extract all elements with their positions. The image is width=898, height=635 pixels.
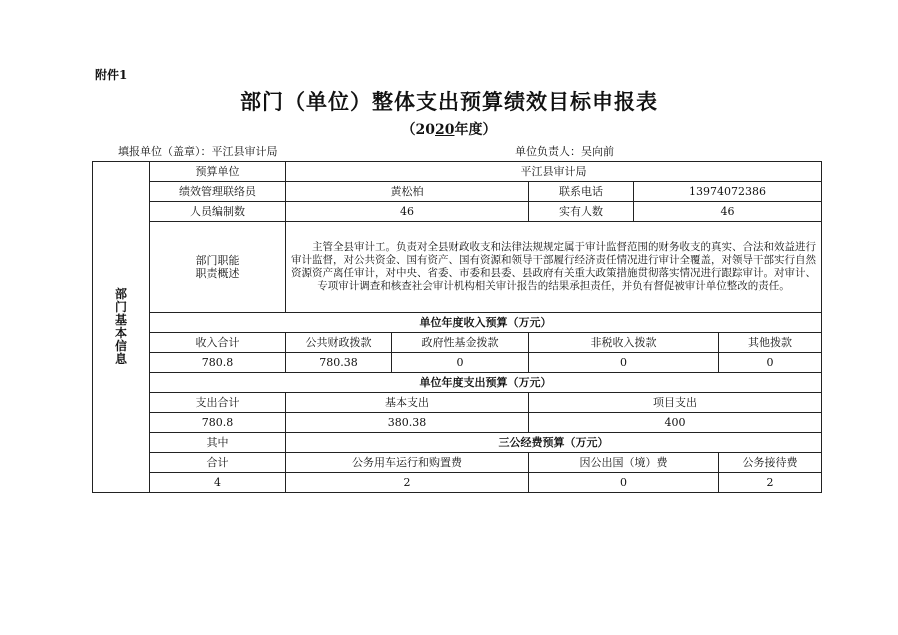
year-close: 年度）: [454, 122, 497, 138]
duty-label-line: 职责概述: [195, 267, 240, 280]
duty-text: 主管全县审计工。负责对全县财政收支和法律法规规定属于审计监督范围的财务收支的真实、合法和效益进行审计监督，对公共资金、国有资产、国有资源和领导干部履行经济责任情况进行审计全覆盖，对领导干部实行自然资源资产离任审计，对中央、省委、市委和县委、县政府有关重大政策措施贯彻落实情况进行跟踪审计。对审计、专项审计调查和核查社会审计机构相关审计报告的结果承担责任，并负有督促被审计单位整改的责任。: [291, 241, 817, 292]
side-label: [93, 162, 150, 493]
expense-section-title: 单位年度支出预算（万元）: [150, 373, 822, 393]
attachment-label: 附件1: [95, 68, 128, 82]
expense-header: 项目支出: [529, 393, 822, 413]
side-char: 基: [114, 313, 127, 327]
side-char: 门: [114, 300, 127, 314]
three-public-header: 公务用车运行和购置费: [286, 453, 529, 473]
income-value: 0: [392, 353, 529, 373]
expense-header: 基本支出: [286, 393, 529, 413]
expense-value: 400: [529, 413, 822, 433]
expense-value: 780.8: [150, 413, 286, 433]
duty-description: [286, 222, 822, 313]
phone-label: 联系电话: [529, 182, 634, 202]
actual-staff-label: 实有人数: [529, 202, 634, 222]
duty-label: [150, 222, 286, 313]
three-public-value: 2: [286, 473, 529, 493]
contact-value: 黄松柏: [286, 182, 529, 202]
unit-head: 单位负责人：吴向前: [515, 145, 614, 158]
side-char: 信: [114, 339, 127, 353]
income-header: 非税收入拨款: [529, 333, 719, 353]
income-section-title: 单位年度收入预算（万元）: [150, 313, 822, 333]
income-header: 其他拨款: [719, 333, 822, 353]
year-underlined: 20: [435, 122, 455, 138]
side-char: 息: [114, 352, 127, 366]
staff-quota-label: 人员编制数: [150, 202, 286, 222]
income-header: 政府性基金拨款: [392, 333, 529, 353]
staff-quota-value: 46: [286, 202, 529, 222]
three-public-title: 三公经费预算（万元）: [286, 433, 822, 453]
actual-staff-value: 46: [634, 202, 822, 222]
duty-label-line: 部门职能: [195, 254, 240, 267]
three-public-value: 2: [719, 473, 822, 493]
three-public-header: 因公出国（境）费: [529, 453, 719, 473]
phone-value: 13974072386: [634, 182, 822, 202]
year-line: [0, 119, 898, 139]
budget-form-table: [92, 161, 822, 493]
income-value: 780.8: [150, 353, 286, 373]
expense-value: 380.38: [286, 413, 529, 433]
income-header: 公共财政拨款: [286, 333, 392, 353]
fill-unit: 填报单位（盖章）：平江县审计局: [118, 145, 278, 158]
three-public-header: 合计: [150, 453, 286, 473]
among-label: 其中: [150, 433, 286, 453]
income-value: 0: [719, 353, 822, 373]
page-title: 部门（单位）整体支出预算绩效目标申报表: [240, 89, 658, 114]
expense-header: 支出合计: [150, 393, 286, 413]
budget-unit-value: 平江县审计局: [286, 162, 822, 182]
three-public-value: 0: [529, 473, 719, 493]
side-char: 本: [114, 326, 127, 340]
three-public-value: 4: [150, 473, 286, 493]
income-value: 0: [529, 353, 719, 373]
income-value: 780.38: [286, 353, 392, 373]
year-open: （20: [401, 122, 435, 138]
budget-unit-label: 预算单位: [150, 162, 286, 182]
side-char: 部: [114, 287, 127, 301]
three-public-header: 公务接待费: [719, 453, 822, 473]
contact-label: 绩效管理联络员: [150, 182, 286, 202]
income-header: 收入合计: [150, 333, 286, 353]
